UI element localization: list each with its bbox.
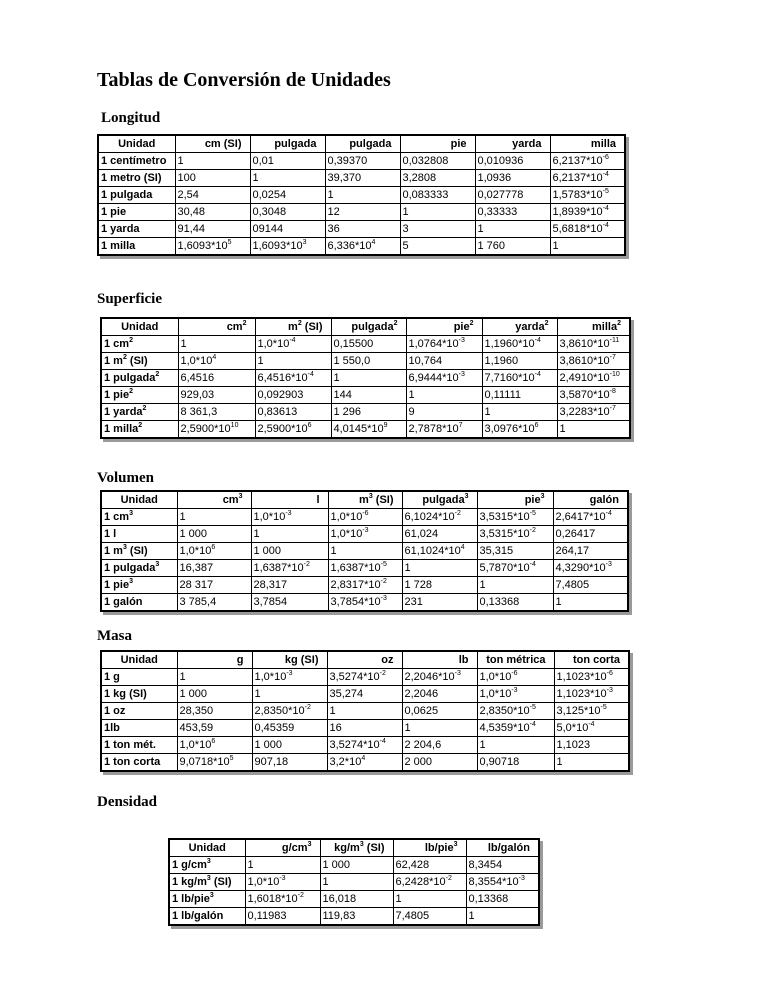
table-row — [101, 387, 630, 404]
table-masa-wrap — [100, 650, 630, 772]
table-row — [98, 238, 625, 256]
table-cell: 12 — [325, 204, 400, 221]
table-cell: $1,6093*10^5$ — [175, 238, 250, 256]
table-cell: 0,39370 — [325, 153, 400, 170]
header-row — [101, 491, 628, 509]
table-row — [169, 874, 539, 891]
row-label: 1 yarda$^2$ — [101, 404, 178, 421]
column-header: Unidad — [101, 651, 177, 669]
table-cell: 9 — [406, 404, 482, 421]
header-row — [101, 318, 630, 336]
column-header: yarda — [475, 135, 550, 153]
table-cell: 0,3048 — [250, 204, 325, 221]
column-header: Unidad — [101, 318, 178, 336]
table-cell: $1,1023*10^{-3}$ — [554, 686, 629, 703]
table-row — [98, 187, 625, 204]
column-header: ton métrica — [477, 651, 554, 669]
table-cell: 16,387 — [177, 560, 251, 577]
table-cell: 119,83 — [320, 908, 393, 926]
table-row — [101, 336, 630, 353]
row-label: 1 lb/pie$^3$ — [169, 891, 245, 908]
table-cell: 0,032808 — [400, 153, 475, 170]
table-cell: $2,8350*10^{-5}$ — [477, 703, 554, 720]
table-cell: 1 — [406, 387, 482, 404]
row-label: 1lb — [101, 720, 177, 737]
table-cell: $3,8610*10^{-7}$ — [557, 353, 630, 370]
table-cell: $6,2137*10^{-6}$ — [550, 153, 625, 170]
table-row — [101, 703, 629, 720]
table-cell: $1,0*10^{-3}$ — [477, 686, 554, 703]
table-cell: 0,11983 — [245, 908, 320, 926]
table-cell: $3,2*10^4$ — [327, 754, 402, 772]
table-cell: 28 317 — [177, 577, 251, 594]
table-cell: $1,6018*10^{-2}$ — [245, 891, 320, 908]
row-label: 1 yarda — [98, 221, 175, 238]
table-cell: 1 — [400, 204, 475, 221]
table-cell: 1 728 — [402, 577, 477, 594]
table-cell: $3,5274*10^{-4}$ — [327, 737, 402, 754]
table-row — [98, 221, 625, 238]
table-row — [98, 153, 625, 170]
column-header: kg (SI) — [252, 651, 327, 669]
table-cell: 2 000 — [402, 754, 477, 772]
table-cell: 1 — [250, 170, 325, 187]
table-cell: 1,1023 — [554, 737, 629, 754]
table-cell: 1 — [251, 526, 328, 543]
table-row — [101, 669, 629, 686]
table-cell: 1 — [328, 543, 402, 560]
table-row — [101, 686, 629, 703]
table-row — [101, 353, 630, 370]
table-cell: 8 361,3 — [178, 404, 255, 421]
table-cell: 1,0936 — [475, 170, 550, 187]
table-cell: 3 — [400, 221, 475, 238]
column-header: milla$^2$ — [557, 318, 630, 336]
table-cell: 0,13368 — [477, 594, 553, 612]
table-cell: 231 — [402, 594, 477, 612]
table-cell: 0,0254 — [250, 187, 325, 204]
table-cell: 28,350 — [177, 703, 252, 720]
table-cell: $1,1023*10^{-6}$ — [554, 669, 629, 686]
table-cell: $2,5900*10^6$ — [255, 421, 331, 439]
table-cell: $6,4516*10^{-4}$ — [255, 370, 331, 387]
table-volumen — [100, 490, 629, 612]
table-cell: 1 000 — [251, 543, 328, 560]
column-header: galón — [553, 491, 628, 509]
table-cell: 1 000 — [252, 737, 327, 754]
table-cell: $6,9444*10^{-3}$ — [406, 370, 482, 387]
table-cell: 1 — [477, 737, 554, 754]
table-longitud-wrap — [97, 134, 626, 256]
row-label: 1 lb/galón — [169, 908, 245, 926]
table-cell: 0,83613 — [255, 404, 331, 421]
table-cell: $1,0764*10^{-3}$ — [406, 336, 482, 353]
table-cell: $2,2046*10^{-3}$ — [402, 669, 477, 686]
table-cell: $1,0*10^{-3}$ — [251, 509, 328, 526]
table-cell: 28,317 — [251, 577, 328, 594]
row-label: 1 pie$^2$ — [101, 387, 178, 404]
table-cell: 100 — [175, 170, 250, 187]
table-cell: 1 000 — [177, 526, 251, 543]
table-densidad — [168, 838, 540, 926]
table-cell: $2,7878*10^7$ — [406, 421, 482, 439]
table-cell: 1 296 — [331, 404, 406, 421]
row-label: 1 g — [101, 669, 177, 686]
row-label: 1 pie — [98, 204, 175, 221]
row-label: 1 $cm^3$ — [101, 509, 177, 526]
table-superficie — [100, 317, 631, 439]
table-cell: 0,33333 — [475, 204, 550, 221]
table-cell: 453,59 — [177, 720, 252, 737]
table-cell: 1 — [553, 594, 628, 612]
table-cell: 3 785,4 — [177, 594, 251, 612]
table-superficie-wrap — [100, 317, 631, 439]
table-cell: 1 — [477, 577, 553, 594]
section-label-masa: Masa — [97, 628, 132, 644]
column-header: $cm^2$ — [178, 318, 255, 336]
section-label-volumen: Volumen — [97, 470, 154, 486]
table-masa — [100, 650, 630, 772]
table-cell: 1 — [554, 754, 629, 772]
table-cell: 1 — [178, 336, 255, 353]
table-cell: $61,1024*10^4$ — [402, 543, 477, 560]
table-cell: $6,2137*10^{-4}$ — [550, 170, 625, 187]
row-label: 1 pie$^3$ — [101, 577, 177, 594]
section-label-superficie: Superficie — [97, 291, 162, 307]
table-cell: $2,5900*10^{10}$ — [178, 421, 255, 439]
column-header: $m^3$ (SI) — [328, 491, 402, 509]
table-cell: 1 000 — [177, 686, 252, 703]
table-cell: $4,0145*10^9$ — [331, 421, 406, 439]
table-cell: $2,4910*10^{-10}$ — [557, 370, 630, 387]
table-cell: $1,1960*10^{-4}$ — [482, 336, 557, 353]
table-cell: 0,01 — [250, 153, 325, 170]
table-cell: 09144 — [250, 221, 325, 238]
table-cell: $1,0*10^4$ — [178, 353, 255, 370]
table-cell: $4,5359*10^{-4}$ — [477, 720, 554, 737]
column-header: yarda$^2$ — [482, 318, 557, 336]
row-label: 1 metro (SI) — [98, 170, 175, 187]
table-cell: 0,010936 — [475, 153, 550, 170]
table-cell: $2,8350*10^{-2}$ — [252, 703, 327, 720]
column-header: $m^2$ (SI) — [255, 318, 331, 336]
table-cell: $7,7160*10^{-4}$ — [482, 370, 557, 387]
table-cell: $2,6417*10^{-4}$ — [553, 509, 628, 526]
column-header: oz — [327, 651, 402, 669]
table-cell: $6,2428*10^{-2}$ — [393, 874, 466, 891]
table-cell: $1,0*10^{-6}$ — [328, 509, 402, 526]
table-cell: $5,0*10^{-4}$ — [554, 720, 629, 737]
table-cell: 1,1960 — [482, 353, 557, 370]
table-cell: 0,45359 — [252, 720, 327, 737]
row-label: 1 $cm^2$ — [101, 336, 178, 353]
table-cell: 36 — [325, 221, 400, 238]
column-header: cm (SI) — [175, 135, 250, 153]
column-header: l — [251, 491, 328, 509]
column-header: pulgada — [250, 135, 325, 153]
section-label-densidad: Densidad — [97, 794, 158, 810]
row-label: 1 $g/cm^3$ — [169, 857, 245, 874]
row-label: 1 pulgada$^3$ — [101, 560, 177, 577]
table-cell: 1 550,0 — [331, 353, 406, 370]
column-header: pie$^2$ — [406, 318, 482, 336]
table-cell: 39,370 — [325, 170, 400, 187]
table-cell: $5,7870*10^{-4}$ — [477, 560, 553, 577]
row-label: 1 milla — [98, 238, 175, 256]
table-row — [101, 370, 630, 387]
table-cell: 1 — [177, 669, 252, 686]
table-cell: 1 — [393, 891, 466, 908]
column-header: Unidad — [98, 135, 175, 153]
table-row — [101, 404, 630, 421]
table-cell: $9,0718*10^5$ — [177, 754, 252, 772]
table-cell: $3,5274*10^{-2}$ — [327, 669, 402, 686]
table-row — [101, 577, 628, 594]
row-label: 1 kg (SI) — [101, 686, 177, 703]
table-row — [101, 509, 628, 526]
column-header: pulgada$^3$ — [402, 491, 477, 509]
table-densidad-wrap — [168, 838, 540, 926]
table-cell: 0,092903 — [255, 387, 331, 404]
table-cell: 0,0625 — [402, 703, 477, 720]
table-cell: 1 — [331, 370, 406, 387]
table-cell: $3,2283*10^{-7}$ — [557, 404, 630, 421]
table-cell: 1 000 — [320, 857, 393, 874]
row-label: 1 $kg/m^3$ (SI) — [169, 874, 245, 891]
table-row — [98, 204, 625, 221]
row-label: 1 oz — [101, 703, 177, 720]
table-cell: 0,90718 — [477, 754, 554, 772]
table-cell: $1,0*10^{-3}$ — [328, 526, 402, 543]
table-cell: 0,13368 — [466, 891, 539, 908]
table-row — [101, 720, 629, 737]
table-cell: $1,5783*10^{-5}$ — [550, 187, 625, 204]
column-header: lb — [402, 651, 477, 669]
table-cell: 1 — [557, 421, 630, 439]
table-cell: 6,4516 — [178, 370, 255, 387]
column-header: $cm^3$ — [177, 491, 251, 509]
row-label: 1 galón — [101, 594, 177, 612]
header-row — [169, 839, 539, 857]
row-label: 1 ton mét. — [101, 737, 177, 754]
table-cell: 30,48 — [175, 204, 250, 221]
table-cell: 929,03 — [178, 387, 255, 404]
column-header: Unidad — [169, 839, 245, 857]
table-cell: 1 — [327, 703, 402, 720]
table-cell: 35,315 — [477, 543, 553, 560]
row-label: 1 $m^2$ (SI) — [101, 353, 178, 370]
table-cell: $6,1024*10^{-2}$ — [402, 509, 477, 526]
table-cell: 1 — [402, 720, 477, 737]
table-cell: 1 — [175, 153, 250, 170]
table-cell: $1,0*10^{-4}$ — [255, 336, 331, 353]
table-cell: 1 — [320, 874, 393, 891]
table-cell: 10,764 — [406, 353, 482, 370]
column-header: $kg/m^3$ (SI) — [320, 839, 393, 857]
table-cell: $1,0*10^{-6}$ — [477, 669, 554, 686]
table-cell: 2,2046 — [402, 686, 477, 703]
table-cell: $3,5315*10^{-2}$ — [477, 526, 553, 543]
table-cell: 144 — [331, 387, 406, 404]
table-cell: 16 — [327, 720, 402, 737]
row-label: 1 ton corta — [101, 754, 177, 772]
table-cell: $3,8610*10^{-11}$ — [557, 336, 630, 353]
table-row — [101, 560, 628, 577]
table-cell: 1 760 — [475, 238, 550, 256]
row-label: 1 centímetro — [98, 153, 175, 170]
table-cell: $1,6093*10^3$ — [250, 238, 325, 256]
table-cell: $1,8939*10^{-4}$ — [550, 204, 625, 221]
table-cell: $2,8317*10^{-2}$ — [328, 577, 402, 594]
table-cell: 1 — [466, 908, 539, 926]
table-cell: $1,6387*10^{-2}$ — [251, 560, 328, 577]
table-cell: 2,54 — [175, 187, 250, 204]
column-header: lb/galón — [466, 839, 539, 857]
section-label-longitud: Longitud — [101, 110, 161, 126]
table-cell: 1 — [482, 404, 557, 421]
table-row — [169, 908, 539, 926]
table-cell: 1 — [325, 187, 400, 204]
column-header: pie$^3$ — [477, 491, 553, 509]
table-cell: 264,17 — [553, 543, 628, 560]
table-cell: $5,6818*10^{-4}$ — [550, 221, 625, 238]
table-cell: $3,125*10^{-5}$ — [554, 703, 629, 720]
column-header: pie — [400, 135, 475, 153]
header-row — [98, 135, 625, 153]
table-cell: 907,18 — [252, 754, 327, 772]
column-header: $g/cm^3$ — [245, 839, 320, 857]
table-cell: $1,0*10^{-3}$ — [245, 874, 320, 891]
table-cell: 1 — [255, 353, 331, 370]
table-cell: 0,26417 — [553, 526, 628, 543]
table-cell: 62,428 — [393, 857, 466, 874]
table-cell: $6,336*10^4$ — [325, 238, 400, 256]
table-cell: $8,3554*10^{-3}$ — [466, 874, 539, 891]
table-cell: 0,15500 — [331, 336, 406, 353]
table-cell: 8,3454 — [466, 857, 539, 874]
table-cell: $3,5315*10^{-5}$ — [477, 509, 553, 526]
table-cell: $3,5870*10^{-8}$ — [557, 387, 630, 404]
row-label: 1 $m^3$ (SI) — [101, 543, 177, 560]
table-cell: 91,44 — [175, 221, 250, 238]
table-row — [169, 857, 539, 874]
table-longitud — [97, 134, 626, 256]
column-header: ton corta — [554, 651, 629, 669]
table-cell: 1 — [402, 560, 477, 577]
column-header: Unidad — [101, 491, 177, 509]
table-cell: $1,0*10^6$ — [177, 737, 252, 754]
row-label: 1 l — [101, 526, 177, 543]
row-label: 1 pulgada — [98, 187, 175, 204]
row-label: 1 pulgada$^2$ — [101, 370, 178, 387]
table-cell: 5 — [400, 238, 475, 256]
table-cell: 7,4805 — [393, 908, 466, 926]
table-row — [101, 594, 628, 612]
table-cell: 1 — [475, 221, 550, 238]
column-header: pulgada$^2$ — [331, 318, 406, 336]
table-volumen-wrap — [100, 490, 629, 612]
table-cell: $1,0*10^6$ — [177, 543, 251, 560]
table-cell: 2 204,6 — [402, 737, 477, 754]
table-cell: 7,4805 — [553, 577, 628, 594]
table-cell: $4,3290*10^{-3}$ — [553, 560, 628, 577]
table-row — [101, 737, 629, 754]
table-row — [101, 543, 628, 560]
column-header: milla — [550, 135, 625, 153]
table-cell: 0,083333 — [400, 187, 475, 204]
table-cell: $1,6387*10^{-5}$ — [328, 560, 402, 577]
table-row — [169, 891, 539, 908]
page-title: Tablas de Conversión de Unidades — [97, 69, 391, 91]
table-cell: 61,024 — [402, 526, 477, 543]
header-row — [101, 651, 629, 669]
table-cell: 3,2808 — [400, 170, 475, 187]
table-cell: $3,7854*10^{-3}$ — [328, 594, 402, 612]
table-row — [101, 526, 628, 543]
table-row — [101, 754, 629, 772]
column-header: g — [177, 651, 252, 669]
column-header: lb/pie$^3$ — [393, 839, 466, 857]
table-cell: 1 — [550, 238, 625, 256]
table-cell: 1 — [245, 857, 320, 874]
table-cell: 3,7854 — [251, 594, 328, 612]
table-cell: $3,0976*10^6$ — [482, 421, 557, 439]
column-header: pulgada — [325, 135, 400, 153]
table-row — [98, 170, 625, 187]
row-label: 1 milla$^2$ — [101, 421, 178, 439]
table-cell: 35,274 — [327, 686, 402, 703]
table-cell: $1,0*10^{-3}$ — [252, 669, 327, 686]
table-cell: 0,027778 — [475, 187, 550, 204]
table-row — [101, 421, 630, 439]
table-cell: 0,11111 — [482, 387, 557, 404]
table-cell: 1 — [177, 509, 251, 526]
table-cell: 16,018 — [320, 891, 393, 908]
table-cell: 1 — [252, 686, 327, 703]
